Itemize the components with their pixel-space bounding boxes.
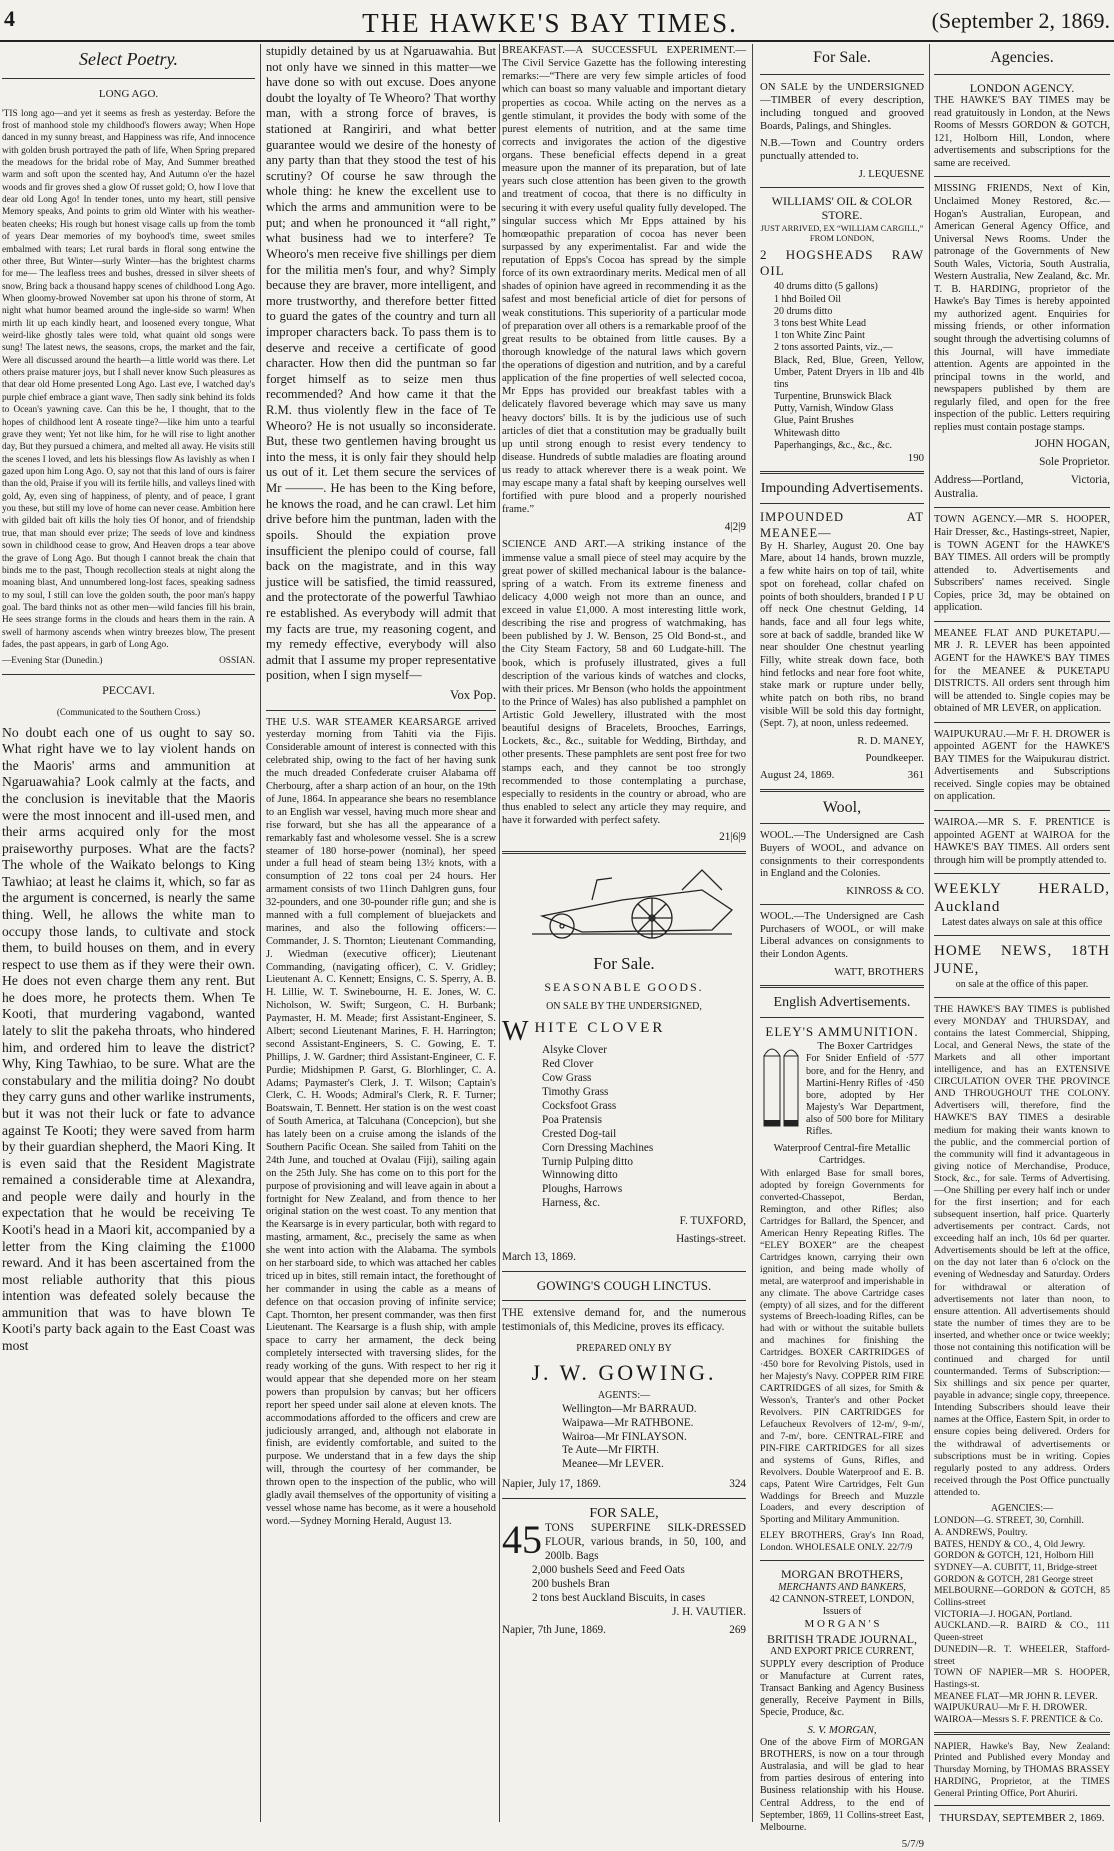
column-rule: [260, 44, 261, 1822]
poem-body: 'TIS long ago—and yet it seems as fresh as yesterday. Before the frost of manhood stole my childhood's flowers away; When Hope danced in my sunny breast, and Happiness was rife, And innocence with golden brush portrayed the path of life, When Spring prepared the meadows for the bridal robe of May, And Summer breathed warm and soft upon the scented hay, And Autumn o'er the hazel woods and fir groves shed a glow Of russet gold; O, how I love that dear old Long Ago! In tender tones, unto my heart, still pensive Memory speaks, And points to grim old Winter with his weather-beaten cheeks; His rough but honest visage calls up from the tomb of years Dear memories of my boyhood's time, sweet smiles embalmed with tears; Let rural bards in floral song entwine the other three, But Winter—surly Winter—has the brightest charms for me— The leafless trees and bushes, dressed in silver sheets of snow, Bring back a thousand happy scenes of childhood Long Ago. When gloomy-browed November sat upon his throne of storm, At night what humor beamed around the ingle-side so warm! When mirth lit up each kindly heart, and loosened every tongue, What weird-like ghostly tales were told, what quaint old songs were sung! The latest news, the seasons, crops, the market and the fair, Were all discussed around the hearth—a little world was there. Let others praise maturer joys, but I shall never know Such pleasures as that dear old Home presented Long Ago. Last eve, I watched day's purple chief embrace a giant wave, Then sadly sink behind its folds to Ocean's yawning cave. Can this be he, I thought, that to the hopes of childhood lent A roseate tinge?—like him unto a tearful grave they went; Yet not like him, for he will rise to light another day, But they pursued a chimera, and melted all away. He visits still the scenes I loved, and lets his blessings flow As lavishly as when I gazed upon him Long Ago. O, say not that this land of ours is fairer than the old, Praise if you will its fertile hills, and valleys lined with gold, Ay, even sing of happiness, of plenty, and of peace, I grant you these, but still my love of home can never cease. Ambition here with gilded bait oft kills the holy ties Of honor, and of friendship true, that man should ever prize; The seeds of love and kindness sown in childhood cease to grow, And Heaven drops a tear above the grave of Long Ago. But though I cannot break the chain that binds me to the past, Though recollection steals at night along the moaning blast, And unnumbered long-lost faces, speaking sadness to my soul, I still can love the golden south, the poor man's happy goal. The bard thinks not as other men—wild fancies fill his brain, He sees strange forms in the clouds and hears them in the rain. A swell of harmony ascends when wintry breezes blow, The present fades, the past appears, in garb of Long Ago.: [2, 108, 255, 651]
column-rule: [929, 44, 930, 1822]
ad-date: Napier, July 17, 1869.: [502, 1478, 601, 1491]
list-item: WAIPUKURAU—Mr F. H. DROWER.: [934, 1702, 1088, 1714]
divider: [760, 471, 924, 474]
list-item: 200 bushels Bran: [532, 1578, 610, 1591]
ad-line: AND EXPORT PRICE CURRENT,: [769, 1646, 915, 1658]
divider: [934, 621, 1110, 622]
column-2: [266, 44, 496, 1822]
list-item: LONDON—G. STREET, 30, Cornhill.: [934, 1515, 1084, 1527]
ad-body: TOWN AGENCY.—MR S. HOOPER, Hair Dresser, &c., Hastings-street, Napier, is TOWN AGENT for the HAWKE'S BAY TIMES. All orders will be promptly attended to. Advertisements and Subscribers' names received. Single Copies, price 3d, may be obtained on application.: [934, 514, 1110, 614]
ad-date: March 13, 1869.: [502, 1250, 576, 1263]
list-item: MEANEE FLAT—MR JOHN R. LEVER.: [934, 1690, 1098, 1702]
divider: [760, 74, 924, 75]
agent-list: [502, 1403, 746, 1472]
ad-title: [502, 1016, 746, 1048]
list-item: 40 drums ditto (5 gallons): [774, 281, 878, 293]
divider: [760, 904, 924, 905]
divider: [502, 1271, 746, 1272]
article-signature: Vox Pop.: [450, 687, 496, 702]
ad-heading: FOR SALE,: [589, 1506, 659, 1522]
ad-role: Sole Proprietor.: [1039, 456, 1110, 469]
ad-subheading: MERCHANTS AND BANKERS,: [778, 1581, 906, 1593]
divider: [502, 1300, 746, 1301]
list-item: Poa Pratensis: [542, 1113, 602, 1126]
section-heading: Select Poetry.: [79, 49, 178, 69]
ad-ref: 269: [729, 1623, 746, 1636]
footer-date: THURSDAY, SEPTEMBER 2, 1869.: [939, 1812, 1105, 1825]
ad-body: With enlarged Base for small bores, adopted by foreign Governments for converted-Chassepot, Berdan, Remington, and other Rifles; also Cartridges for Ballard, the Spencer, and American Henry Repeating Rifles. The “ELEY BOXER” are the cheapest Cartridges known, carrying their own ignition, and being made wholly of metal, are waterproof and imperishable in any climate. The above Cartridge cases (empty) of all sizes, and for the different systems of Breech-loading Rifles, can be had with or without the suitable bullets and machines for finishing the Cartridges. BOXER CARTRIDGES of ·450 bore for Revolving Pistols, used in her Majesty's Navy. COPPER RIM FIRE CARTRIDGES of all sizes, for Smith & Wesson's, Tranter's and other Pocket Revolvers. PIN CARTRIDGES for Lefaucheux Revolvers of 12-m/, 9-m/, and 7-m/, bore. CENTRAL-FIRE and PIN-FIRE CARTRIDGES for all sizes and systems of Guns, Rifles, and Revolvers. Double Waterproof and E. B. caps, Patent Wire Cartridges, Felt Gun Waddings for Breech and Muzzle Loaders, and every description of Sporting and Military Ammunition.: [760, 1168, 924, 1526]
list-item: BATES, HENDY & CO., 4, Old Jewry.: [934, 1538, 1086, 1550]
ad-line: on sale at the office of this paper.: [955, 978, 1089, 990]
list-item: Te Aute—Mr FIRTH.: [562, 1444, 660, 1457]
ad-signature: R. D. MANEY,: [857, 735, 924, 748]
ad-address: 42 CANNON-STREET, LONDON,: [769, 1594, 915, 1606]
ad-line: Issuers of: [822, 1606, 862, 1618]
ad-body: One of the above Firm of MORGAN BROTHERS, is now on a tour through Australasia, and will be glad to hear from parties desirous of entering into Business relationship with his House. Central Address, to the end of September, 1869, 11 Collins-street East, Melbourne.: [760, 1736, 924, 1834]
list-item: Wairoa—Mr FINLAYSON.: [562, 1430, 687, 1443]
ad-body: WAIROA.—MR S. F. PRENTICE is appointed AGENT at WAIROA for the HAWKE'S BAY TIMES. All orders sent through him will be promptly attended to.: [934, 816, 1110, 866]
divider: [2, 78, 255, 79]
list-item: Harness, &c.: [542, 1197, 601, 1210]
divider: [934, 935, 1110, 936]
column-3: [502, 44, 746, 1822]
ad-signature: F. TUXFORD,: [679, 1215, 746, 1228]
masthead: [0, 0, 1114, 40]
divider: [934, 74, 1110, 75]
ad-ref: 190: [907, 452, 924, 465]
divider: [502, 1498, 746, 1499]
section-heading: For Sale.: [813, 49, 871, 66]
seed-list: [502, 1044, 746, 1211]
ad-name: J. W. GOWING.: [531, 1360, 717, 1386]
newspaper-title: THE HAWKE'S BAY TIMES.: [362, 8, 738, 38]
ad-signature: ELEY BROTHERS, Gray's Inn Road, London. WHOLESALE ONLY.: [760, 1530, 924, 1554]
ad-body: WOOL.—The Undersigned are Cash Buyers of WOOL, and advance on consignments to their correspondents in England and the Colonies.: [760, 830, 924, 880]
divider: [760, 985, 924, 988]
ad-body: THE HAWKE'S BAY TIMES is published every MONDAY and THURSDAY, and contains the latest Commercial, Shipping, Local, and General News, the state of the Markets and all other important intelligence, and has an EXTENSIVE CIRCULATION OVER THE PROVINCE AND THROUGHOUT THE COLONY. Advertisers will, therefore, find the HAWKE'S BAY TIMES a desirable medium for making their wants known to the public, and the commercial portion of the community will find it advantageous in giving notice of Merchandise, Produce, Stock, &c., for sale. Terms of Advertising.—One Shilling per every half inch or under for the first insertion; and for each subsequent insertion, half price. Quarterly advertisements per contract. Cards, not exceeding half an inch, 10s 6d per quarter. Advertisements should be left at the office, on the day not later than 6 o'clock on the evening of Wednesday and Saturday. Orders for withdrawal or alteration of advertisements not later than noon, to ensure attention. All advertisements should state the number of times they are to be inserted, and whether once or twice weekly; those not containing this notification will be continued and charged for until countermanded. Terms of Subscription:—Six shillings and six pence per quarter, payable in advance; single copy, threepence. Intending Subscribers should leave their names at the Office, Eastern Spit, in order to ensure copies being delivered. Orders for the withdrawal of advertisements or subscriptions must be in writing. Copies regularly posted to any address. Orders received through the Post Office punctually attended to.: [934, 1003, 1110, 1498]
divider: [760, 789, 924, 792]
poem-title: LONG AGO.: [98, 87, 159, 100]
ad-line: PREPARED ONLY BY: [576, 1342, 672, 1354]
ad-address: Hastings-street.: [676, 1233, 746, 1246]
list-item: Turnip Pulping ditto: [542, 1155, 633, 1168]
list-item: Corn Dressing Machines: [542, 1141, 654, 1154]
list-item: Cocksfoot Grass: [542, 1100, 617, 1113]
list-item: 1 ton White Zinc Paint: [774, 330, 865, 342]
ad-heading: For Sale.: [593, 953, 655, 973]
divider: [2, 674, 255, 675]
ad-body: ON SALE by the UNDERSIGNED—TIMBER of every description, including tongued and grooved Boards, Palings, and Shingles.: [760, 80, 924, 133]
ad-body: TONS SUPERFINE SILK-DRESSED FLOUR, various brands, in 50, 100, and 200lb. Bags: [545, 1522, 746, 1563]
list-item: Meanee—Mr LEVER.: [562, 1458, 664, 1471]
list-item: Winnowing ditto: [542, 1169, 618, 1182]
article-body: stupidly detained by us at Ngaruawahia. But not only have we sinned in this matter—we have done so with out excuse. Does anyone doubt the loyalty of Te Wheoro? That worthy man, with a strong force of braves, is stationed at Rangiriri, and what better guarantee would we desire of the honesty of any party than that they stood the test of his scrutiny? Of course he saw through the whole thing: he knew the excellent use to which the arms and ammunition were to be put; and when he pronounced it “all right,” what business had we to interfere? Te Wheoro's men receive five shillings per diem for the militia men's four, and why? Simply because they are braver, more intelligent, and more trustworthy, and therefore better fitted to guard the gates of the country and turn all improper characters back. To pass them is to deserve and receive a certificate of good character. How then did the puntman so far forget himself as to seize men thus recommended? And how came it that the R.M. thus violently flew in the face of Te Wheoro? He is not usually so inconsiderate. But, these two gentlemen having brought us into the mess, it is only fair they should help us out of it. Let them secure the services of Mr ———. He has been to the King before, he knows the road, and he can crawl. Let him drive before him the puntman, laden with the spoils. Should the expiation prove insufficient the plenipo could of course, fall back on the magistrate, and in this way justice will be satisfied, the timid reassured, and the protectorate of the powerful Tawhiao re established. As everybody will admit that my facts are true, my reasoning cogent, and my remedy effective, everybody will also admit that I assume my proper representative position, when I sign myself—: [266, 44, 496, 683]
list-item: 2 tons best Auckland Biscuits, in cases: [532, 1591, 706, 1604]
list-item: 3 tons best White Lead: [774, 317, 867, 329]
list-item: Waipawa—Mr RATHBONE.: [562, 1416, 694, 1429]
flour-list: [502, 1564, 746, 1606]
poem-credit: [2, 655, 255, 667]
list-item: WAIROA—Messrs S. F. PRENTICE & Co.: [934, 1714, 1103, 1726]
divider: [934, 997, 1110, 998]
article-subtitle: (Communicated to the Southern Cross.): [56, 706, 201, 717]
ad-signature: J. H. VAUTIER.: [672, 1605, 746, 1618]
list-item: Glue, Paint Brushes: [774, 415, 854, 427]
ad-title: WEEKLY HERALD, Auckland: [934, 881, 1110, 916]
poem-source: —Evening Star (Dunedin.): [2, 656, 103, 667]
masthead-rule: [0, 40, 1114, 42]
column-4: [760, 44, 924, 1851]
list-item: TOWN OF NAPIER—MR S. HOOPER, Hastings-st.: [934, 1667, 1110, 1690]
divider: [266, 710, 496, 711]
list-item: Wellington—Mr BARRAUD.: [562, 1402, 697, 1415]
ad-date-line: [502, 1624, 746, 1638]
article-body: SCIENCE AND ART.—A striking instance of the immense value a small piece of steel may acquire by the great power of skilled mechanical labour is the balance-spring of a watch. From its extreme fineness and delicacy 4,000 weigh not more than an ounce, and exceed in value £1,000. A most interesting little work, describing the rise and progress of watchmaking, has been published by J. W. Benson, 25 Old Bond-st., and the City Steam Factory, 58 and 60 Ludgate-hill. The book, which is profusely illustrated, gives a full description of the various kinds of watches and clocks, with their prices. Mr Benson (who holds the appointment to the Prince of Wales) has also published a pamphlet on Artistic Gold Jewellery, illustrated with the most beautiful designs of Bracelets, Brooches, Earrings, Lockets, &c., &c., suitable for Wedding, Birthday, and other presents. These pamphlets are sent post free for two stamps each, and they cannot be too strongly recommended to those contemplating a purchase, especially to residents in the country or abroad, who are thus enabled to select any article they may require, and have it forwarded with perfect safety.: [502, 539, 746, 827]
ad-date: August 24, 1869.: [760, 769, 835, 782]
list-item: Crested Dog-tail: [542, 1127, 617, 1140]
divider: [760, 1560, 924, 1561]
ad-title: HOME NEWS, 18TH JUNE,: [934, 942, 1110, 978]
list-item: Black, Red, Blue, Green, Yellow, Umber, Patent Dryers in 1lb and 4lb tins: [774, 354, 924, 390]
section-heading: English Advertisements.: [773, 994, 911, 1010]
ad-heading: GOWING'S COUGH LINCTUS.: [536, 1277, 712, 1293]
column-rule: [499, 44, 500, 1822]
column-1: [2, 44, 255, 1822]
divider: [934, 507, 1110, 508]
list-item: Alsyke Clover: [542, 1044, 607, 1057]
divider: [934, 810, 1110, 811]
article-ref: 21|6|9: [719, 831, 746, 844]
ad-subheading: SEASONABLE GOODS.: [544, 980, 704, 994]
divider: [760, 823, 924, 824]
issue-date: (September 2, 1869.: [931, 8, 1110, 33]
ad-body: SUPPLY every description of Produce or Manufacture at Current rates, Transact Banking and Agency Business generally, Receive Payment in Bills, Specie, Produce, &c.: [760, 1658, 924, 1719]
page-number: 4: [4, 6, 15, 31]
ad-line: Latest dates always on sale at this office: [941, 916, 1103, 928]
divider: [934, 873, 1110, 874]
ad-body: THE extensive demand for, and the numerous testimonials of, this Medicine, proves its efficacy.: [502, 1306, 746, 1333]
ad-heading: WILLIAMS' OIL & COLOR STORE.: [771, 193, 913, 223]
ad-title: 2 HOGSHEADS RAW OIL: [760, 246, 924, 278]
column-rule: [752, 44, 753, 1822]
drop-cap: W: [502, 1016, 532, 1048]
divider: [760, 1017, 924, 1018]
imprint: NAPIER, Hawke's Bay, New Zealand: Printed and Published every Monday and Thursday Morning, by THOMAS BRASSEY HARDING, Proprietor, at the TIMES General Printing Office, Port Ahuriri.: [934, 1740, 1110, 1799]
column-5: [934, 44, 1110, 1825]
ad-date-line: [760, 769, 924, 782]
ad-signature: S. V. MORGAN,: [807, 1723, 877, 1736]
divider: [934, 176, 1110, 177]
ad-note: N.B.—Town and Country orders punctually attended to.: [760, 137, 924, 163]
ad-line: AGENCIES:—: [990, 1502, 1054, 1514]
list-item: 2,000 bushels Seed and Feed Oats: [532, 1564, 685, 1577]
article-ref: 4|2|9: [724, 520, 746, 533]
list-item: Ploughs, Harrows: [542, 1183, 623, 1196]
ad-body: MEANEE FLAT AND PUKETAPU.—MR J. R. LEVER has been appointed AGENT for the HAWKE'S BAY TIMES for the MEANEE & PUKETAPU DISTRICTS. All orders sent through him will be attended to. Single copies may be obtained of MR LEVER, on application.: [934, 627, 1110, 715]
ad-body: For Snider Enfield of ·577 bore, and for the Henry, and Martini-Henry Rifles of ·450 bore, adopted by Her Majesty's War Department, also of 500 bore for Military Rifles.: [806, 1053, 924, 1138]
list-item: 20 drums ditto: [774, 305, 833, 317]
list-item: VICTORIA—J. HOGAN, Portland.: [934, 1608, 1073, 1620]
oil-list: [760, 281, 924, 452]
list-item: GORDON & GOTCH, 121, Holborn Hill: [934, 1550, 1094, 1562]
divider: [502, 851, 746, 854]
ad-signature: JOHN HOGAN,: [1034, 438, 1110, 451]
list-item: AUCKLAND.—R. BAIRD & CO., 111 Queen-street: [934, 1620, 1110, 1644]
ad-subheading: The Boxer Cartridges: [817, 1039, 913, 1052]
list-item: Timothy Grass: [542, 1086, 609, 1099]
list-item: Paperhangings, &c., &c., &c.: [774, 439, 893, 451]
eley-block: [760, 1040, 924, 1168]
ad-title-text: HITE CLOVER: [534, 1020, 666, 1037]
ad-signature: J. LEQUESNE: [858, 167, 924, 180]
ad-body: WOOL.—The Undersigned are Cash Purchasers of WOOL, or will make Liberal advances on consignments to their London Agents.: [760, 911, 924, 961]
ad-address: Address—Portland, Victoria, Australia.: [934, 473, 1110, 500]
ad-body: MISSING FRIENDS, Next of Kin, Unclaimed Money Restored, &c.—Hogan's Australian, European, and American General Agency Office, and Universal News Rooms. Under the patronage of the Governments of New South Wales, Victoria, South Australia, Western Australia, New Zealand, &c. Mr. T. B. HARDING, proprietor of the Hawke's Bay Times is hereby appointed my authorized agent. Enquiries for missing friends, or other information sought through the advertising columns of this Journal, will have immediate attention. Agents are appointed in the principal towns in the world, and newspapers published by them are regularly filed, and open for the free inspection of the public. Letters requiring replies must contain postage stamps.: [934, 183, 1110, 433]
list-item: MELBOURNE—GORDON & GOTCH, 85 Collins-street: [934, 1585, 1110, 1609]
article-body: THE U.S. WAR STEAMER KEARSARGE arrived yesterday morning from Tahiti via the Fijis. Considerable amount of interest is connected with this celebrated ship, owing to the fact of her having sunk the much dreaded Confederate cruiser Alabama off Cherbourg, after a sharp action of an hour, on the 19th of June, 1864. In appearance she bears no resemblance to an English war vessel, having much more shear and rise forward, but she has all the appearance of a remarkably fast and wholesome vessel. She is a screw steamer of 180 horse-power (nominal), her speed under a full head of steam being 13½ knots, with a consumption of 22 tons coal per 24 hours. Her armament consists of two 11inch Dahlgren guns, four 32-pounders, and one 30-pounder rifle gun; and she is manned with a full complement of bluejackets and marines, and also the following officers:—Commander, J. S. Thornton; Lieutenant Commanding, J. Wiedman (executive officer); Lieutenant Commanding, (navigating officer), C. V. Gridley; Lieutenant A. C. Kennett; Ensigns, C. S. Sperry, A. B. H. Lillie, W. T. Swinebourne, H. E. Jones, W. C. Nicholson, W. Swift; Surgeon, C. H. Burbank; Paymaster, H. M. Meade; first Assistant-Engineer, S. Albert; second Lieutenant Marines, F. H. Harrington; second Assistant-Engineers, S. C. Gowing, E. T. Phillips, J. W. Gardner; third Assistant-Engineer, C. F. Purdie; Midshipmen P. Garst, G. Blorhlinger, C. A. Adams; Paymaster's Clerk, J. T. Wilson; Captain's Clerk, C. H. Woods; Admiral's Clerk, R. F. Turner; Boatswain, T. Bennett. Her station is on the west coast of South America, at Talcuhana (Concepcion), but she has lately been on a cruise among the islands of the Southern Pacific Ocean. She sailed from Tahiti on the 24th June, and touched at Ovalau (Fiji), sailing again on the 25th July. She has come on to this port for the purpose of provisioning and will leave again in about a fortnight for New Zealand, and from thence to her original station on the west coast. To any mention that the Kearsarge is in every particular, both with regard to masting, armament, &c., precisely the same as when she went into action with the Alabama. The symbols on her starboard side, to which was attached her cables triced up in bites, still remain intact, the forethought of her commander in using the cable as a means of defence on that occasion proving of infinite service; Capt. Thornton, her present commander, was then first Lieutenant. The Kearsarge is a flush ship, with ample space to carry her armament, the deck being completely intersected with traversing slides, for the ready working of the guns. With respect to her rig it would appear that she depended more on her steam powers than propulsion by canvas; but her officers report her speed under sail alone at eleven knots. The accommodations afforded to the officers and crew are judiciously arranged, and, although not elaborate in finish, are evidently comfortable, and suited to the purpose. We understand that in a few days the ship will, through the courtesy of her commander, be thrown open to the inspection of the public, who will gladly avail themselves of the opportunity of visiting a vessel whose name has become, as it were a household word.—Sydney Morning Herald, August 13.: [266, 716, 496, 1527]
ad-title: BRITISH TRADE JOURNAL,: [766, 1631, 918, 1646]
list-item: 1 hhd Boiled Oil: [774, 293, 841, 305]
list-item: 2 tons assorted Paints, viz.,—: [774, 342, 893, 354]
ad-signature: KINROSS & CO.: [846, 884, 924, 897]
harvester-illustration: [502, 860, 746, 944]
list-item: DUNEDIN—R. T. WHEELER, Stafford-street: [934, 1643, 1110, 1667]
divider: [934, 1805, 1110, 1806]
ad-flour: [502, 1517, 746, 1564]
list-item: Whitewash ditto: [774, 427, 840, 439]
list-item: SYDNEY—A. CUBITT, 11, Bridge-street: [934, 1561, 1098, 1573]
ad-body: WAIPUKURAU.—Mr F. H. DROWER is appointed AGENT for the HAWKE'S BAY TIMES for the Waipukurau district. Advertisements and Subscriptions received. Single copies may be obtained on application.: [934, 728, 1110, 803]
list-item: Putty, Varnish, Window Glass: [774, 403, 894, 415]
ad-ref: 324: [729, 1478, 746, 1491]
ad-signature: WATT, BROTHERS: [834, 965, 924, 978]
list-item: A. ANDREWS, Poultry.: [934, 1526, 1028, 1538]
drop-number: 45: [502, 1517, 542, 1563]
list-item: GORDON & GOTCH, 281 George street: [934, 1573, 1094, 1585]
cartridge-illustration: [760, 1042, 802, 1128]
section-heading: Impounding Advertisements.: [760, 481, 924, 497]
list-item: Cow Grass: [542, 1072, 592, 1085]
ad-ref: 361: [907, 769, 924, 782]
article-body: BREAKFAST.—A SUCCESSFUL EXPERIMENT.—The Civil Service Gazette has the following interesting remarks:—“There are very few simple articles of food which can boast so many valuable and important dietary properties as cocoa. While acting on the nerves as a gentle stimulant, it provides the body with some of the purest elements of nutrition, and at the same time corrects and invigorates the action of the digestive organs. These beneficial effects depend in a great measure upon the manner of its preparation, but of late years such close attention has been given to the growth and treatment of cocoa, that there is no difficulty in securing it with every useful quality fully developed. The singular success which Mr Epps attained by his homœopathic preparation of cocoa has never been surpassed by any experimentalist. Far and wide the reputation of Epps's Cocoa has spread by the simple force of its own extraordinary merits. Medical men of all shades of opinion have agreed in recommending it as the safest and most beneficial article of diet for persons of weak constitutions. This superiority of a particular mode of preparation over all others is a remarkable proof of the great results to be obtained from little causes. By a thorough knowledge of the natural laws which govern the operations of digestion and nutrition, and by a careful application of the fine properties of well selected cocoa, Mr Epps has provided our breakfast tables with a delicately flavored beverage which may save us many heavy doctors' bills. It is by the judicious use of such articles of diet that a constitution may be gradually built up until strong enough to resist every tendency to disease. Hundreds of subtle maladies are floating around us ready to attack wherever there is a weak point. We may escape many a fatal shaft by keeping ourselves well fortified with pure blood and a properly nourished frame.”: [502, 45, 746, 516]
agency-list: [934, 1515, 1110, 1726]
ad-role: Poundkeeper.: [865, 752, 924, 765]
section-heading: Agencies.: [990, 49, 1054, 66]
ad-body: By H. Sharley, August 20. One bay Mare, about 14 hands, brown muzzle, a few white hairs on top of tail, white spot on forehead, collar chafed on points of both shoulders, branded I P U off neck One chestnut Gelding, 14 hands, face and all four legs white, sore at back of saddle, branded like W near shoulder One chestnut yearling Filly, white streak down face, both hind fetlocks and near fore foot white, stake mark or rupture under belly, white patch on both ribs, no brand visible Will be sold this day fortnight, (Sept. 7), at noon, unless redeemed.: [760, 540, 924, 730]
ad-title: ELEY'S AMMUNITION.: [765, 1024, 919, 1040]
article-title: PECCAVI.: [102, 682, 155, 697]
list-item: Turpentine, Brunswick Black: [774, 391, 892, 403]
divider: [760, 187, 924, 188]
divider: [760, 503, 924, 504]
ad-ref: 5/7/9: [901, 1838, 924, 1851]
ad-line: M O R G A N ' S: [804, 1618, 880, 1631]
divider: [934, 1732, 1110, 1735]
divider: [934, 722, 1110, 723]
ad-title: IMPOUNDED AT MEANEE—: [760, 510, 924, 540]
ad-line: ON SALE BY THE UNDERSIGNED,: [546, 1000, 702, 1012]
ad-title: LONDON AGENCY.: [969, 80, 1075, 95]
ad-line: JUST ARRIVED, EX “WILLIAM CARGILL,” FROM LONDON,: [760, 222, 924, 244]
article-body: No doubt each one of us ought to say so. What right have we to lay violent hands on the Maoris' arms and ammunition at Ngaruawahia? Look calmly at the facts, and the conclusion is inevitable that the Maoris were the most innocent and ill-used men, and their arms acquired only for the most praiseworthy purposes. What are the facts? The whole of the Waikato belongs to King Tawhiao; at least he claims it, which, so far as the argument is concerned, is nearly the same thing. Well, he allows the white man to occupy those lands, to cultivate and stock them, to build houses on them, and in every respect to use them as if they were their own. He does not even charge them any rent. But he does more, he protects them. When Te Kooti, that murdering vagabond, wanted lately to slit the pakeha throats, who hindered him, and ordered him to leave the district? Why, King Tawhiao, to be sure. What are the constabulary and the militia doing? No doubt they carry guns and other warlike instruments, but it was not their luck or fate to advance against Te Kooti; they were saved from harm by their guardian shepherd, the Maori King. It is even said that the Resident Magistrate remained a considerable time at Alexandra, and people were daily and hourly in the expectation that he would be receiving Te Kooti's head in a Maori kit, accompanied by a letter from the King claiming the £1000 reward. And it has been ascertained from the most reliable authority that this pious intention was defeated solely because the ammunition that was to have blown Te Kooti's party back again to the East Coast was most: [2, 724, 255, 1354]
ad-title: MORGAN BROTHERS,: [780, 1567, 903, 1582]
section-heading: Wool,: [822, 798, 862, 816]
list-item: Red Clover: [542, 1058, 594, 1071]
ad-date: Napier, 7th June, 1869.: [502, 1623, 606, 1636]
ad-ref: 22/7/9: [887, 1542, 913, 1554]
ad-signature-line: [760, 1530, 924, 1554]
ad-subheading: Waterproof Central-fire Metallic Cartridges.: [773, 1142, 911, 1167]
ad-line: AGENTS:—: [597, 1390, 651, 1402]
poem-author: OSSIAN.: [219, 656, 255, 667]
ad-body: THE HAWKE'S BAY TIMES may be read gratuitously in London, at the News Rooms of Messrs GORDON & GOTCH, 121, Holborn Hill, London, where advertisements and subscriptions for the same are received.: [934, 95, 1110, 169]
ad-date-line: [502, 1478, 746, 1492]
